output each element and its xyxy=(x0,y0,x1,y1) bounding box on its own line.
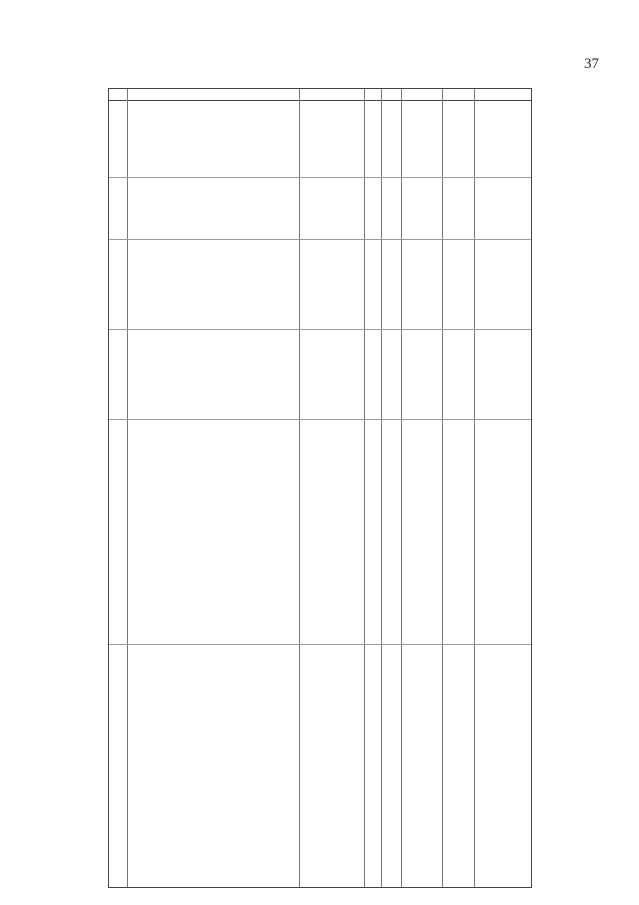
column-divider xyxy=(299,89,300,887)
table-header-row xyxy=(109,89,531,101)
data-table xyxy=(108,88,532,888)
column-divider xyxy=(364,89,365,887)
column-divider xyxy=(401,89,402,887)
row-divider xyxy=(109,419,531,420)
page-number: 37 xyxy=(584,56,599,72)
row-divider xyxy=(109,644,531,645)
row-divider xyxy=(109,329,531,330)
column-divider xyxy=(474,89,475,887)
row-divider xyxy=(109,239,531,240)
column-divider xyxy=(127,89,128,887)
row-divider xyxy=(109,177,531,178)
column-divider xyxy=(381,89,382,887)
column-divider xyxy=(442,89,443,887)
